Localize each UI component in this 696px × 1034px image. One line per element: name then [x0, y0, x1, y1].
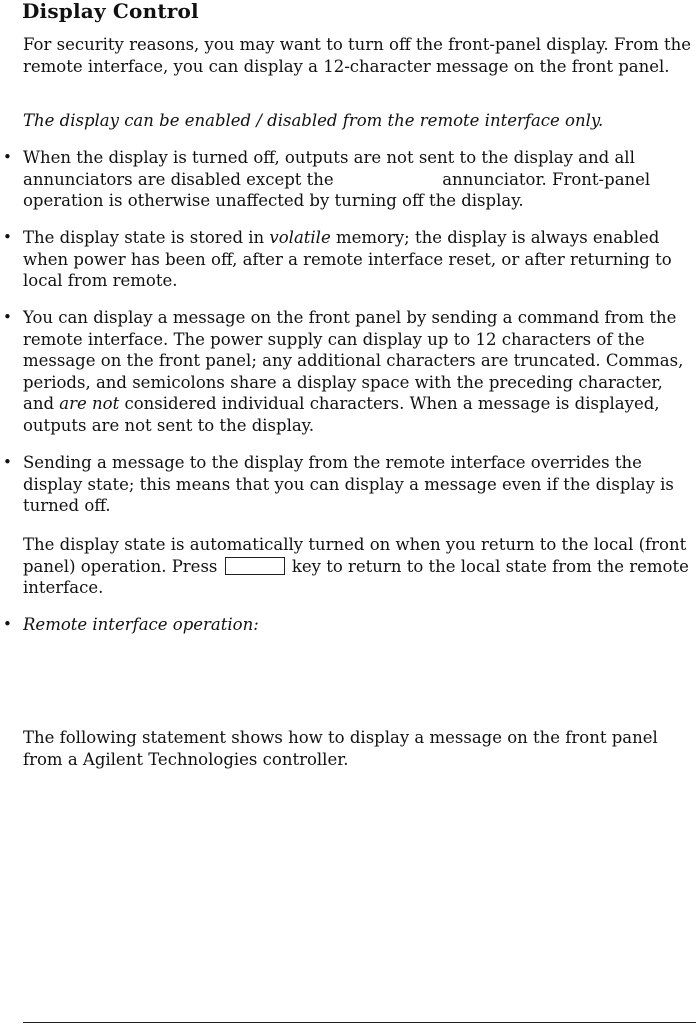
page-title: Display Control — [22, 0, 199, 23]
bullet-emphasis: volatile — [269, 228, 331, 247]
bullet-message — [3, 307, 693, 437]
local-operation-paragraph — [23, 534, 693, 599]
bullet-text: The display state is stored in — [23, 228, 265, 247]
local-key-box — [225, 557, 285, 575]
intro-paragraph: For security reasons, you may want to turn off the front-panel display. From the remote interface, you can display a 12-character message on the front panel. — [23, 35, 692, 76]
bullet-text: annunciator. Front-panel operation is otherwise unaffected by turning off the display. — [23, 169, 651, 211]
statement-paragraph: The following statement shows how to display a message on the front panel from a Agilent Technologies controller. — [23, 728, 658, 769]
bullet-dot: • — [3, 615, 12, 633]
bullet-text: key to return to the local state from the remote interface. — [23, 556, 689, 598]
bullet-text: considered individual characters. When a message is displayed, outputs are not sent to the display. — [23, 394, 660, 435]
bullet-emphasis: are not — [59, 394, 120, 414]
bullet-dot: • — [3, 453, 12, 471]
bullet-dot: • — [3, 308, 12, 326]
bullet-text: Sending a message to the display from the remote interface overrides the display state; this means that you can display a message even if the display is turned off. — [23, 453, 674, 516]
footer-rule — [23, 1022, 696, 1023]
bullet-remote-operation — [3, 614, 693, 636]
bullet-override — [3, 452, 693, 517]
bullet-text: You can display a message on the front panel by sending a command from the remote interface. The power supply can display up to 12 characters of the message on the front panel; any additional characters are truncated. Commas, periods, and semicolons share a display space with the preceding character, and — [23, 308, 684, 414]
bullet-dot: • — [3, 148, 12, 166]
bullet-display-off — [3, 147, 693, 212]
bullet-emphasis: Remote interface operation: — [23, 615, 259, 634]
bullet-text: When the display is turned off, outputs are not sent to the display and all annunciators are disabled except the — [23, 148, 635, 189]
bullet-volatile-memory — [3, 227, 693, 292]
bullet-text: The display state is automatically turned on when you return to the local (front panel) operation. Press — [23, 535, 687, 576]
bullet-dot: • — [3, 228, 12, 246]
bullet-text: memory; the display is always enabled when power has been off, after a remote interface reset, or after returning to local from remote. — [23, 228, 672, 291]
note-text: The display can be enabled / disabled from the remote interface only. — [23, 111, 604, 130]
note-paragraph — [23, 110, 693, 132]
